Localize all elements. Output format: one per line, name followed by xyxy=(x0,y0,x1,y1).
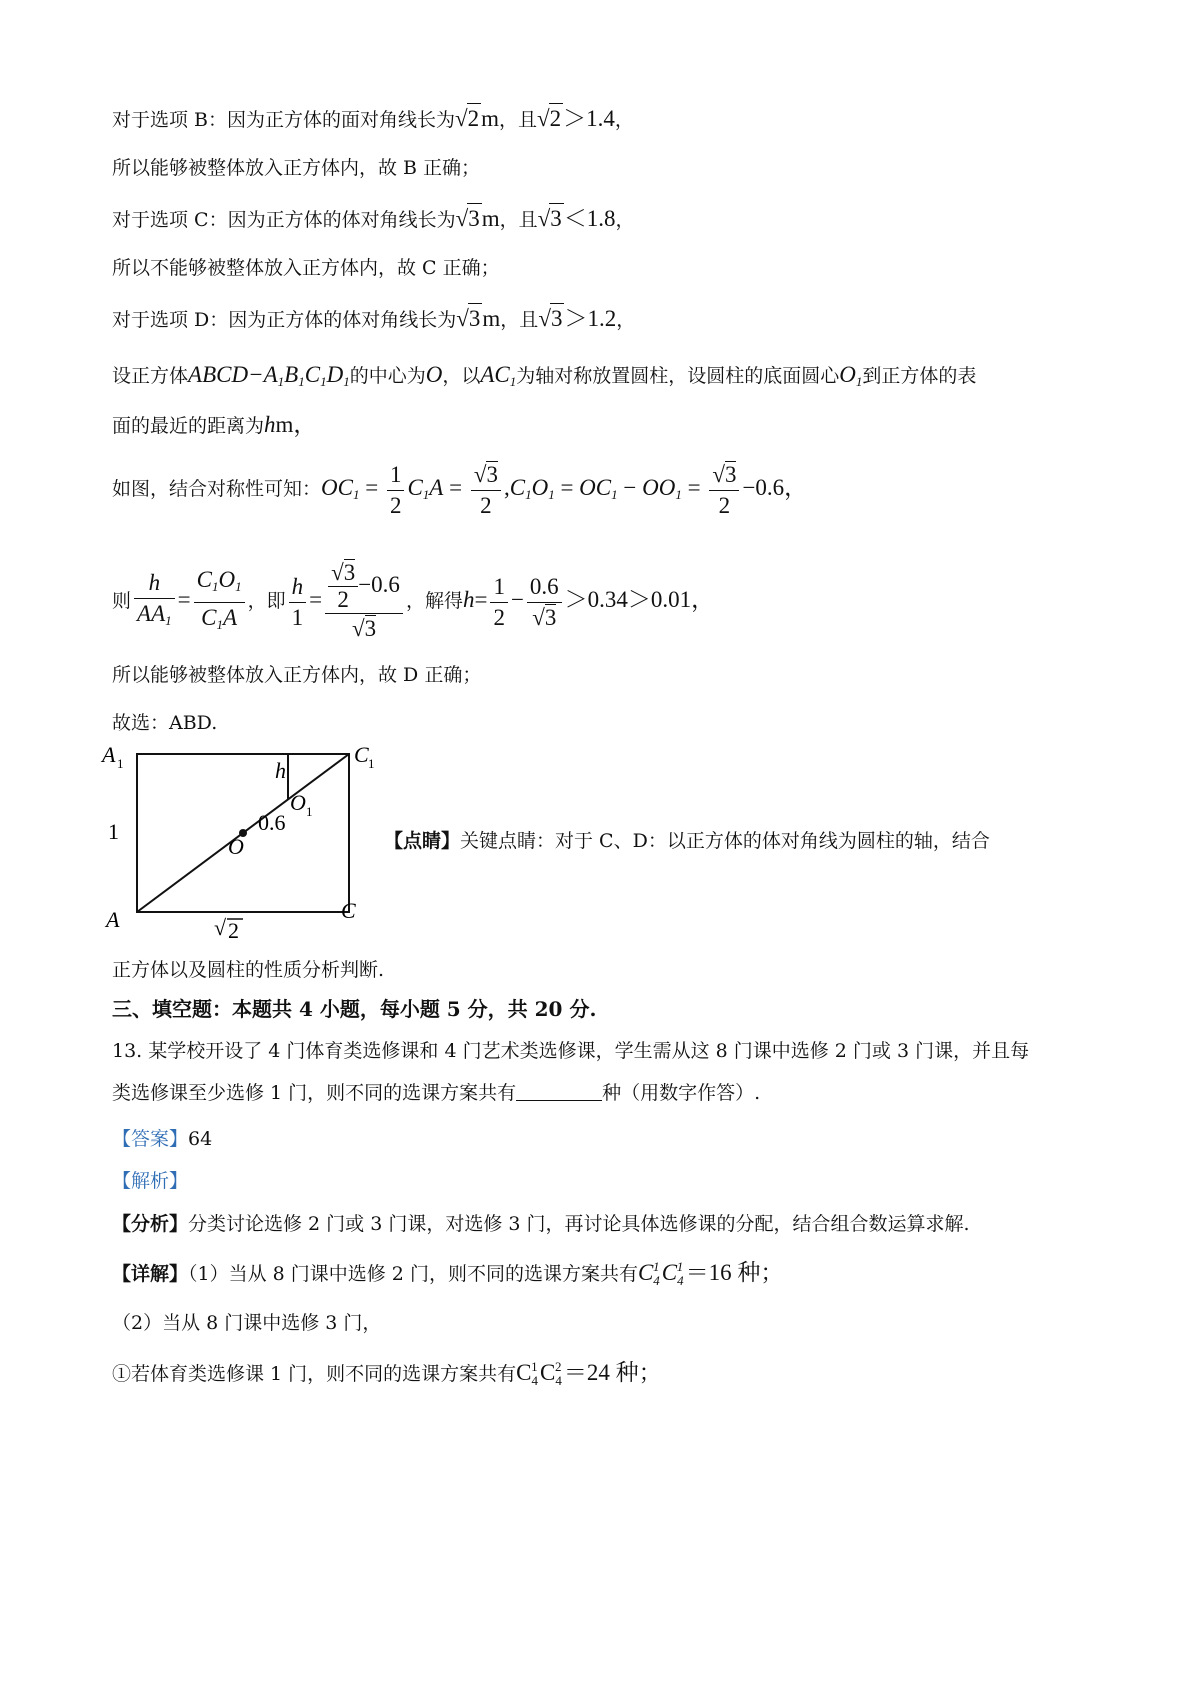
sqrt: √3 xyxy=(456,303,482,334)
sqrt: √2 xyxy=(455,103,481,134)
combination-expr: $C_4$ 1 $C_4$ 1 xyxy=(637,1259,684,1288)
label-c1: C xyxy=(354,742,369,767)
cube-name: $ABCD-A_1B_1C_1D_1$ xyxy=(188,362,350,389)
label-o1: O xyxy=(290,790,306,815)
label-0-6: 0.6 xyxy=(258,810,286,835)
sqrt: √2 xyxy=(537,103,563,134)
symmetry-equation: 如图，结合对称性可知：$OC_1$ = $\frac{1}{2}$ $C_1A$ = $\frac{√3}{2}$ $,C_1O_1 = OC_1 - OO_1$ = $\frac{√3}{2}$ −0.6， xyxy=(112,461,808,518)
label-a1-sub: 1 xyxy=(117,756,124,771)
label-a: A xyxy=(106,907,120,932)
analysis-label: 【解析】 xyxy=(112,1170,189,1192)
ratio-equation: 则 $\frac{h}{AA_1}$ = $\frac{C_1O_1}{C_1A}$ ，即 $\frac{h}{1}$ = $\frac{√3}{2}$ −0.6 √3 ，解得h= $\frac{1}{2}$ − $\frac{0.6}{√3}$ ＞0.34＞0.01， xyxy=(112,560,715,641)
key-point: 【点睛】关键点睛：对于 C、D：以正方体的体对角线为圆柱的轴，结合 xyxy=(384,830,990,852)
detail-case-2a: ①若体育类选修课 1 门，则不同的选课方案共有$C_4$ 1 $C_4$ 2 ＝24 种； xyxy=(112,1359,662,1388)
option-b-conclusion: 所以能够被整体放入正方体内，故 B 正确； xyxy=(112,157,481,179)
label-o1-sub: 1 xyxy=(306,804,313,819)
option-c-conclusion: 所以不能够被整体放入正方体内，故 C 正确； xyxy=(112,257,500,279)
key-point-continuation: 正方体以及圆柱的性质分析判断. xyxy=(112,959,385,981)
sqrt: √3 xyxy=(456,203,482,234)
label-a1: A xyxy=(102,742,116,767)
label-side-1: 1 xyxy=(108,819,119,844)
option-d-conclusion: 所以能够被整体放入正方体内，故 D 正确； xyxy=(112,664,482,686)
answer-line: 【答案】64 xyxy=(112,1128,213,1150)
question-13-line-1: 13. 某学校开设了 4 门体育类选修课和 4 门艺术类选修课，学生需从这 8 门课中选修 2 门或 3 门课，并且每 xyxy=(112,1040,1030,1062)
label-h: h xyxy=(275,758,286,783)
detail-case-2: （2）当从 8 门课中选修 3 门， xyxy=(112,1312,382,1334)
analysis-summary: 【分析】分类讨论选修 2 门或 3 门课，对选修 3 门，再讨论具体选修课的分配，结合组合数运算求解. xyxy=(112,1213,970,1235)
text: 对于选项 B：因为正方体的面对角线长为 xyxy=(112,109,456,131)
label-sqrt2: 2 xyxy=(228,918,239,943)
answer-blank xyxy=(516,1080,602,1101)
sqrt: √3 xyxy=(538,203,564,234)
label-c: C xyxy=(341,898,356,923)
section-heading: 三、填空题：本题共 4 小题，每小题 5 分，共 20 分. xyxy=(112,997,597,1021)
question-13-line-2: 类选修课至少选修 1 门，则不同的选课方案共有 种（用数字作答）. xyxy=(112,1082,761,1104)
final-choice: 故选：ABD. xyxy=(112,712,218,734)
sqrt: √3 xyxy=(538,303,564,334)
label-o: O xyxy=(228,834,244,859)
option-c-line: 对于选项 C：因为正方体的体对角线长为√3m，且√3＜1.8， xyxy=(112,203,1088,235)
setup-line-2: 面的最近的距离为hm， xyxy=(112,412,317,437)
detail-case-1: 【详解】（1）当从 8 门课中选修 2 门，则不同的选课方案共有$C_4$ 1 $C_4$ 1 ＝16 种； xyxy=(112,1259,784,1288)
combination-expr: $C_4$ 1 $C_4$ 2 xyxy=(516,1359,562,1388)
option-d-line: 对于选项 D：因为正方体的体对角线长为√3m，且√3＞1.2， xyxy=(112,303,1088,335)
cube-cross-section-figure xyxy=(100,742,380,957)
sqrt-sign: √ xyxy=(214,915,227,940)
option-b-line: 对于选项 B：因为正方体的面对角线长为√2m，且√2＞1.4， xyxy=(112,103,1088,135)
label-c1-sub: 1 xyxy=(368,756,375,771)
setup-line: 设正方体$ABCD-A_1B_1C_1D_1$的中心为O，以$AC_1$为轴对称放置圆柱，设圆柱的底面圆心$O_1$到正方体的表 xyxy=(112,362,977,389)
